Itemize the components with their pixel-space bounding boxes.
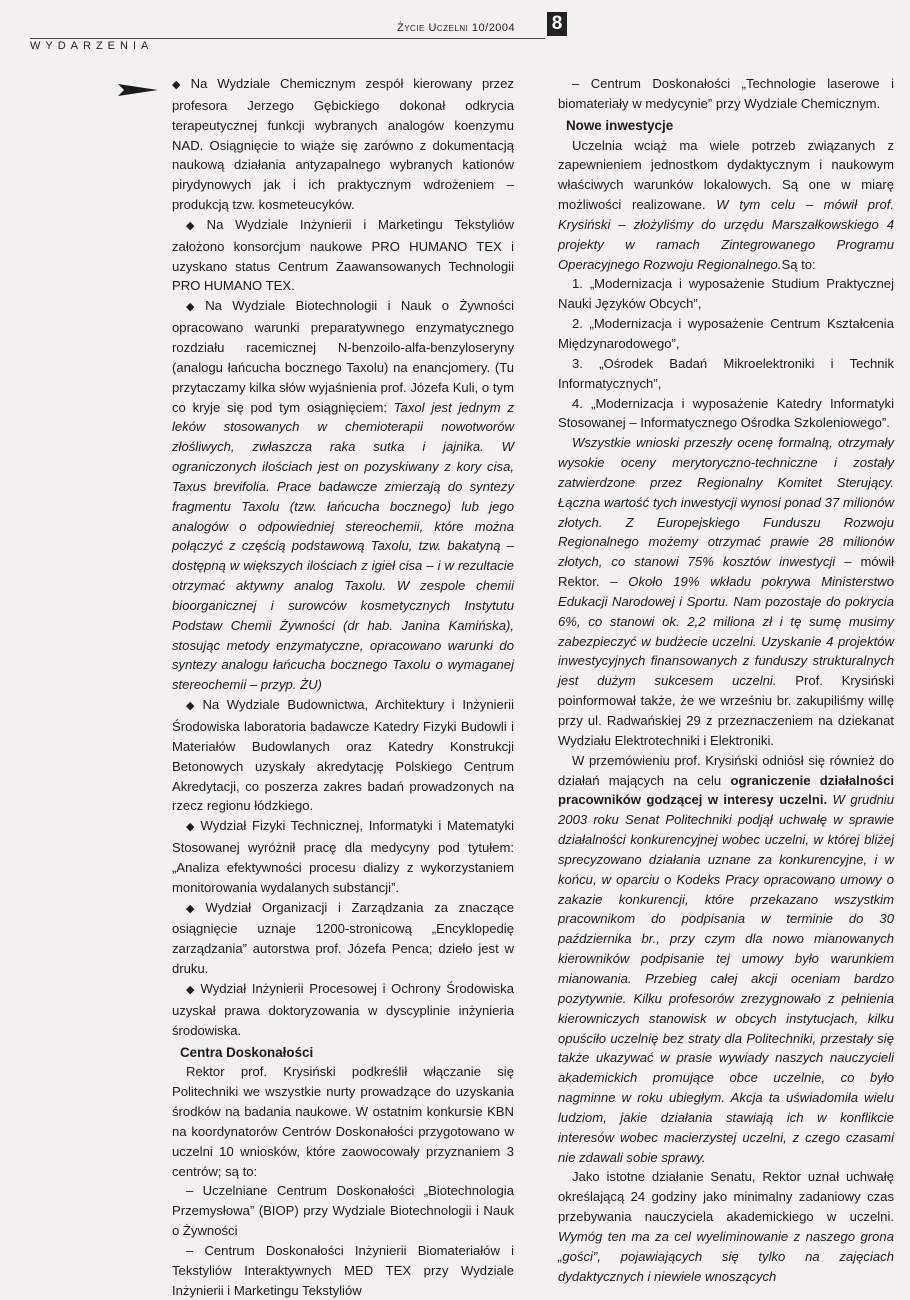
paragraph-italic-text: W tym celu – mówił prof. Krysiński – złożyliśmy do urzędu Marszałkowskiego 4 projekty w ramach Zintegrowanego Programu Operacyjnego Rozwoju Regionalnego. <box>558 197 895 272</box>
list-item: 1. „Modernizacja i wyposażenie Studium Praktycznej Nauki Języków Obcych”, <box>558 276 894 312</box>
bullet-diamond-icon: ◆ <box>186 219 203 232</box>
list-item: 4. „Modernizacja i wyposażenie Katedry Informatyki Stosowanej – Informatycznego Ośrodka Szkoleniowego”. <box>558 395 894 431</box>
paragraph-italic-text: Wszystkie wnioski przeszły ocenę formalną, otrzymały wysokie oceny merytoryczno-techniczne i zostały zatwierdzone przez Regionalny Komitet Sterujący. Łączna wartość tych inwestycji wynosi ponad 37 milionów złotych. Z Europejskiego Funduszu Rozwoju Regionalnego możemy otrzymać prawie 28 milionów złotych, co stanowi 75% kosztów inwestycji <box>558 435 894 570</box>
page-number-box: 8 <box>547 12 567 36</box>
paragraph-italic-text: W grudniu 2003 roku Senat Politechniki podjął uchwałę w sprawie działalności konkurencyjnej wobec uczelni, w której bliżej sprecyzowano działania uznane za konkurencyjne, i w końcu, w oparciu o Kodeks Pracy opracowano umowy o zakazie konkurencji, które przekazano wszystkim pracownikom do podpisania w terminie do 30 października br., przy czym dla nowo mianowanych kierowników podpisanie tej umowy było warunkiem mianowania. Przebieg całej akcji oceniam bardzo pozytywnie. Kilku profesorów zrezygnowało z pełnienia kierowniczych stanowisk w obcych instytucjach, kilku opuściło uczelnię bez straty dla Politechniki, przestały się także ukazywać w prasie wywiady naszych nauczycieli akademickich promujące obce uczelnie, co było nagminne w roku ubiegłym. Akcja ta uświadomiła wielu ludziom, jakie działania stawiają ich w konflikcie interesów wobec macierzystej uczelni, z czego czasami nie zdawali sobie sprawy. <box>558 792 894 1165</box>
subheading-centra: Centra Doskonałości <box>180 1044 314 1060</box>
paragraph-text: Na Wydziale Biotechnologii i Nauk o Żywności opracowano warunki preparatywnego enzymatycznego rozdziału racemicznej N-benzoilo-alfa-benzyloseryny (analogu łańcucha bocznego Taxolu) na enancjomery. (Tu przytaczamy kilka słów wyjaśnienia prof. Józefa Kuli, o tym co kryje się pod tym osiągnięciem: <box>172 298 515 415</box>
paragraph-text: Uczelnia wciąż ma wiele potrzeb związanych z zapewnieniem jednostkom dydaktycznym i naukowym właściwych warunków lokalowych. Są one w miarę możliwości realizowane. <box>558 137 894 213</box>
paragraph-text: Wydział Organizacji i Zarządzania za znaczące osiągnięcie uznaje 1200-stronicową „Encyklopedię zarządzania” autorstwa prof. Józefa Penca; dzieło jest w druku. <box>172 899 514 977</box>
bullet-diamond-icon: ◆ <box>186 983 197 996</box>
paragraph-text: Na Wydziale Chemicznym zespół kierowany przez profesora Jerzego Gębickiego dokonał odkrycia terapeutycznej funkcji wybranych analogów koenzymu NAD. Osiągnięcie to wiąże się zarówno z dokumentacją naukową działania antyzapalnego wybranych kationów pirydynowych jak i ich praktycznym wdrożeniem – produkcją tzw. kosmeteucyków. <box>172 76 514 213</box>
paragraph: Rektor prof. Krysiński podkreślił włączanie się Politechniki we wszystkie nurty prowadzące do uzyskania środków na badania naukowe. W ostatnim konkursie KBN na koordynatorów Centrów Doskonałości przygotowano w uczelni 10 wniosków, które zaowocowały przyznaniem 3 centrów; są to: <box>172 1064 514 1179</box>
right-column <box>558 74 894 1286</box>
paragraph-italic-text: Wymóg ten ma za cel wyeliminowanie z naszego grona „gości”, pojawiających się tylko na zajęciach dydaktycznych i niewiele wnoszących <box>558 1228 894 1284</box>
list-item: 2. „Modernizacja i wyposażenie Centrum Kształcenia Międzynarodowego”, <box>558 316 894 351</box>
paragraph <box>172 695 514 816</box>
journal-title: Życie Uczelni 10/2004 <box>397 22 516 34</box>
paragraph-text: – mówił Rektor. – <box>558 554 894 590</box>
list-item: 3. „Ośrodek Badań Mikroelektroniki i Technik Informatycznych”, <box>558 355 894 391</box>
paragraph-text: W przemówieniu prof. Krysiński odniósł się również do działań mających na celu <box>558 752 894 788</box>
paragraph: – Centrum Doskonałości „Technologie laserowe i biomateriały w medycynie” przy Wydziale Chemicznym. <box>558 76 894 111</box>
bullet-diamond-icon: ◆ <box>186 301 202 314</box>
paragraph <box>558 136 894 275</box>
paragraph-italic-text: Taxol jest jednym z leków stosowanych w chemioterapii nowotworów złośliwych, zwłaszcza raka sutka i jajnika. W ograniczonych ilościach jest on pozyskiwany z kory cisa, Taxus brevifolia. Prace badawcze zmierzają do syntezy fragmentu Taxolu (tzw. łańcucha bocznego) lub jego analogów o odpowiedniej stereochemii, które można połączyć z częścią podstawową Taxolu, tzw. bakatyną – dostępną w większych ilościach z igieł cisa – i w rezultacie otrzymać aktywny analog Taxolu. W zespole chemii bioorganicznej i surowców kosmetycznych Instytutu Podstaw Chemii Żywności (dr hab. Janina Kamińska), stosując metody enzymatyczne, opracowano warunki do syntezy analogu łańcucha bocznego Taxolu o wymaganej stereochemii – przyp. ŻU) <box>172 399 514 693</box>
bullet-diamond-icon: ◆ <box>186 700 199 713</box>
paragraph-text: Są to: <box>781 256 816 272</box>
paragraph: – Uczelniane Centrum Doskonałości „Biotechnologia Przemysłowa” (BIOP) przy Wydziale Biotechnologii i Nauk o Żywności <box>172 1183 514 1239</box>
left-column <box>172 74 514 1300</box>
paragraph-text: Jako istotne działanie Senatu, Rektor uznał uchwałę określającą 24 godziny jako minimalny zadaniowy czas przebywania nauczyciela akademickiego w uczelni. <box>558 1169 894 1225</box>
bullet-diamond-icon: ◆ <box>172 79 187 91</box>
paragraph <box>558 751 894 1168</box>
paragraph-text: Prof. Krysiński poinformował także, że we wrześniu br. zakupiliśmy willę przy ul. Radwańskiej 29 z przeznaczeniem na dziekanat Wydziału Elektrotechniki i Elektroniki. <box>558 673 895 748</box>
paragraph <box>172 898 514 979</box>
paragraph-text: Wydział Inżynierii Procesowej i Ochrony Środowiska uzyskał prawa doktoryzowania w dyscyplinie inżynieria środowiska. <box>172 980 514 1038</box>
header-rule <box>30 38 545 39</box>
paragraph-bold-text: ograniczenie działalności pracowników godzącej w interesy uczelni. <box>558 772 895 808</box>
paragraph <box>172 296 514 695</box>
paragraph <box>172 979 514 1041</box>
paragraph-text: Na Wydziale Budownictwa, Architektury i Inżynierii Środowiska laboratoria badawcze Katedry Fizyki Budowli i Materiałów Budowlanych oraz Katedry Konstrukcji Betonowych uzyskały akredytację Polskiego Centrum Akredytacji, co poszerza zakres badań prowadzonych na rzecz regionu łódzkiego. <box>172 697 514 814</box>
paragraph <box>172 816 514 897</box>
paragraph <box>172 74 514 215</box>
section-label: WYDARZENIA <box>30 40 154 52</box>
paragraph-italic-text: Około 19% wkładu pokrywa Ministerstwo Edukacji Narodowej i Sportu. Nam pozostaje do pokrycia 6%, co stanowi ok. 2,2 miliona zł i tę sumę musimy zabezpieczyć w budżecie uczelni. Uzyskanie 4 projektów inwestycyjnych finansowanych z funduszy strukturalnych jest dużym sukcesem uczelni. <box>558 574 895 689</box>
bullet-diamond-icon: ◆ <box>186 821 197 834</box>
paragraph: – Centrum Doskonałości Inżynierii Biomateriałów i Tekstyliów Interaktywnych MED TEX przy Wydziale Inżynierii i Marketingu Tekstyliów <box>172 1242 514 1298</box>
arrow-marker-icon <box>118 82 158 98</box>
paragraph-text: Wydział Fizyki Technicznej, Informatyki i Matematyki Stosowanej wyróżnił pracę dla medycyny pod tytułem: „Analiza efektywności procesu dializy z wykorzystaniem monitorowania wydalanych substancji”. <box>172 818 514 895</box>
paragraph <box>558 1167 894 1286</box>
paragraph <box>558 433 894 751</box>
subheading-inwestycje: Nowe inwestycje <box>566 117 674 133</box>
paragraph <box>172 215 514 296</box>
paragraph-text: Na Wydziale Inżynierii i Marketingu Tekstyliów założono konsorcjum naukowe PRO HUMANO TEX i uzyskano status Centrum Zaawansowanych Technologii PRO HUMANO TEX. <box>172 216 515 294</box>
bullet-diamond-icon: ◆ <box>186 902 202 915</box>
